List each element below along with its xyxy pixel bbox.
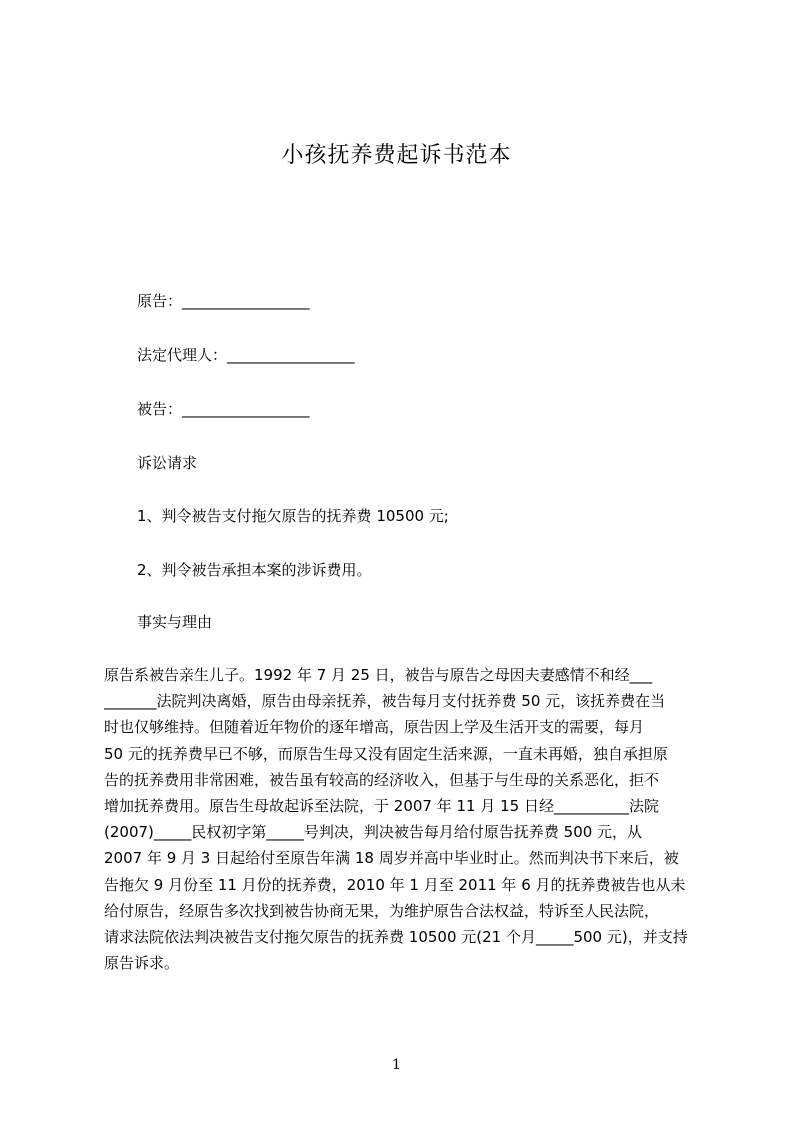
facts-heading: 事实与理由 (137, 613, 213, 631)
plaintiff-field: 原告：_________________ (137, 292, 310, 310)
paragraph-line: 2007 年 9 月 3 日起给付至原告年满 18 周岁并高中毕业时止。然而判决书下来后，被 (104, 849, 679, 868)
legal-agent-field: 法定代理人：_________________ (137, 346, 355, 364)
paragraph-line: 原告系被告亲生儿子。1992 年 7 月 25 日，被告与原告之母因夫妻感情不和经___ (104, 666, 653, 684)
paragraph-line: _______法院判决离婚，原告由母亲抚养，被告每月支付抚养费 50 元，该抚养费在当 (104, 692, 666, 711)
paragraph-line: 增加抚养费用。原告生母故起诉至法院，于 2007 年 11 月 15 日经__________法院 (104, 796, 659, 815)
paragraph-line: (2007)_____民权初字第_____号判决，判决被告每月给付原告抚养费 500 元，从 (104, 823, 643, 842)
paragraph-line: 原告诉求。 (104, 954, 180, 973)
paragraph-line: 告拖欠 9 月份至 11 月份的抚养费，2010 年 1 月至 2011 年 6 月的抚养费被告也从未 (104, 875, 686, 894)
defendant-field: 被告：_________________ (137, 400, 310, 418)
claims-heading: 诉讼请求 (137, 454, 198, 472)
paragraph-line: 告的抚养费用非常困难，被告虽有较高的经济收入，但基于与生母的关系恶化，拒不 (104, 770, 660, 789)
claim-item: 2、判令被告承担本案的涉诉费用。 (137, 561, 372, 579)
page-number: 1 (392, 1057, 401, 1073)
paragraph-line: 给付原告，经原告多次找到被告协商无果，为维护原告合法权益，特诉至人民法院， (104, 901, 660, 920)
paragraph-line: 50 元的抚养费早已不够，而原告生母又没有固定生活来源，一直未再婚，独自承担原 (104, 744, 668, 763)
facts-paragraph (104, 662, 698, 976)
paragraph-line: 请求法院依法判决被告支付拖欠原告的抚养费 10500 元(21 个月_____500 元)，并支持 (104, 927, 688, 946)
document-title: 小孩抚养费起诉书范本 (281, 143, 512, 168)
paragraph-line: 时也仅够维持。但随着近年物价的逐年增高，原告因上学及生活开支的需要，每月 (104, 718, 645, 737)
claim-item: 1、判令被告支付拖欠原告的抚养费 10500 元; (137, 507, 449, 525)
